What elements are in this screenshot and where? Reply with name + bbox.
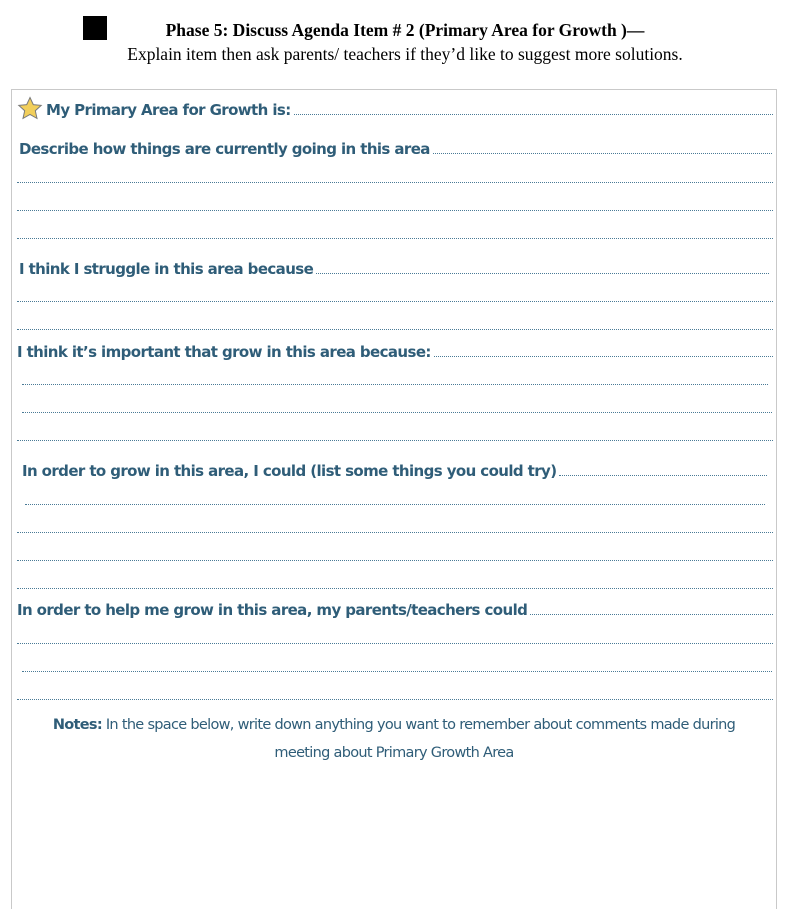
describe-row bbox=[19, 140, 772, 158]
primary-area-label: My Primary Area for Growth is: bbox=[46, 101, 291, 119]
primary-area-answer-line[interactable] bbox=[294, 113, 773, 115]
important-answer-line[interactable] bbox=[434, 355, 773, 357]
important-writing-line[interactable] bbox=[22, 412, 772, 413]
describe-answer-line[interactable] bbox=[433, 152, 772, 154]
phase-header bbox=[120, 18, 690, 66]
help-label: In order to help me grow in this area, my parents/teachers could bbox=[17, 601, 528, 619]
phase-instruction: Explain item then ask parents/ teachers if they’d like to suggest more solutions. bbox=[127, 44, 683, 64]
notes-section bbox=[30, 711, 758, 767]
important-label: I think it’s important that grow in this area because: bbox=[17, 343, 431, 361]
describe-label: Describe how things are currently going in this area bbox=[19, 140, 430, 158]
struggle-row bbox=[19, 260, 769, 278]
try-writing-line[interactable] bbox=[17, 560, 773, 561]
important-writing-line[interactable] bbox=[17, 440, 773, 441]
struggle-writing-line[interactable] bbox=[17, 329, 773, 330]
try-label: In order to grow in this area, I could (list some things you could try) bbox=[22, 462, 557, 480]
describe-writing-line[interactable] bbox=[17, 210, 773, 211]
describe-writing-line[interactable] bbox=[17, 182, 773, 183]
struggle-writing-line[interactable] bbox=[17, 301, 773, 302]
important-row bbox=[17, 343, 773, 361]
help-row bbox=[17, 601, 773, 619]
phase-title: Phase 5: Discuss Agenda Item # 2 (Primary Area for Growth )— bbox=[165, 20, 645, 40]
notes-instruction: In the space below, write down anything you want to remember about comments made during meeting about Primary Growth Area bbox=[105, 717, 736, 761]
black-square-marker bbox=[83, 16, 107, 40]
describe-writing-line[interactable] bbox=[17, 238, 773, 239]
worksheet-box bbox=[11, 89, 777, 909]
help-writing-line[interactable] bbox=[17, 699, 773, 700]
try-writing-line[interactable] bbox=[17, 588, 773, 589]
struggle-label: I think I struggle in this area because bbox=[19, 260, 314, 278]
star-icon bbox=[17, 96, 43, 120]
struggle-answer-line[interactable] bbox=[316, 272, 769, 274]
try-answer-line[interactable] bbox=[559, 474, 767, 476]
try-writing-line[interactable] bbox=[17, 532, 773, 533]
help-answer-line[interactable] bbox=[530, 613, 773, 615]
help-writing-line[interactable] bbox=[22, 671, 772, 672]
primary-area-row bbox=[17, 96, 773, 119]
important-writing-line[interactable] bbox=[22, 384, 768, 385]
try-writing-line[interactable] bbox=[25, 504, 765, 505]
try-row bbox=[22, 462, 767, 480]
notes-label: Notes: bbox=[52, 717, 102, 733]
help-writing-line[interactable] bbox=[17, 643, 773, 644]
